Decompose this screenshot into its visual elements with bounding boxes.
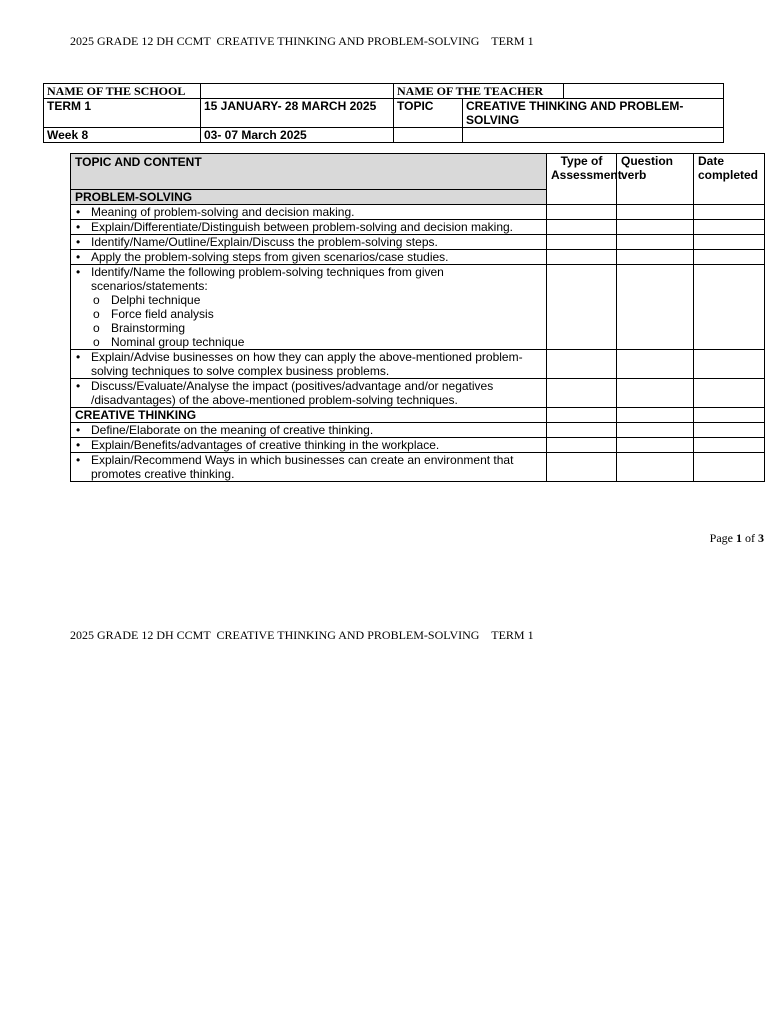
- section-problem-solving: PROBLEM-SOLVING: [71, 190, 547, 205]
- page-header: 2025 GRADE 12 DH CCMT CREATIVE THINKING AND PROBLEM-SOLVING TERM 1: [70, 34, 534, 48]
- list-item: • Identify/Name the following problem-solving techniques from given scenarios/statements:: [75, 265, 543, 293]
- week-empty-cell-wide: [463, 128, 724, 143]
- list-item: • Discuss/Evaluate/Analyse the impact (positives/advantage and/or negatives /disadvantages) of the above-mentioned problem-solving techniques.: [75, 379, 543, 407]
- list-item: • Identify/Name/Outline/Explain/Discuss the problem-solving steps.: [75, 235, 543, 249]
- week-label: Week 8: [44, 128, 201, 143]
- page-number: [710, 531, 764, 546]
- topic-value: CREATIVE THINKING AND PROBLEM-SOLVING: [463, 99, 724, 128]
- list-item: • Explain/Benefits/advantages of creative thinking in the workplace.: [75, 438, 543, 452]
- list-item: • Apply the problem-solving steps from given scenarios/case studies.: [75, 250, 543, 264]
- sub-list-item: o Delphi technique: [75, 293, 543, 307]
- page-current: 1: [736, 531, 742, 545]
- school-value[interactable]: [201, 84, 394, 99]
- teacher-value[interactable]: [564, 84, 724, 99]
- page-header-next: 2025 GRADE 12 DH CCMT CREATIVE THINKING AND PROBLEM-SOLVING TERM 1: [70, 628, 534, 642]
- topic-content-table: [70, 153, 765, 482]
- col-type-of-assessment: Type of Assessment: [547, 154, 617, 205]
- page-word: Page: [709, 531, 733, 545]
- of-word: of: [745, 531, 755, 545]
- week-empty-cell: [394, 128, 463, 143]
- topic-label: TOPIC: [394, 99, 463, 128]
- term-dates: 15 JANUARY- 28 MARCH 2025: [201, 99, 394, 128]
- page-total: 3: [758, 531, 764, 545]
- week-dates: 03- 07 March 2025: [201, 128, 394, 143]
- info-table: [43, 83, 724, 143]
- list-item: • Meaning of problem-solving and decision making.: [75, 205, 543, 219]
- list-item: • Explain/Differentiate/Distinguish between problem-solving and decision making.: [75, 220, 543, 234]
- sub-list-item: o Nominal group technique: [75, 335, 543, 349]
- list-item: • Explain/Advise businesses on how they can apply the above-mentioned problem-solving techniques to solve complex business problems.: [75, 350, 543, 378]
- list-item: • Explain/Recommend Ways in which businesses can create an environment that promotes creative thinking.: [75, 453, 543, 481]
- col-date-completed: Date completed: [694, 154, 765, 205]
- term-label: TERM 1: [44, 99, 201, 128]
- sub-list-item: o Force field analysis: [75, 307, 543, 321]
- teacher-label: NAME OF THE TEACHER: [394, 84, 564, 99]
- topic-content-heading: TOPIC AND CONTENT: [71, 154, 547, 190]
- col-question-verb: Question verb: [617, 154, 694, 205]
- school-label: NAME OF THE SCHOOL: [44, 84, 201, 99]
- sub-list-item: o Brainstorming: [75, 321, 543, 335]
- list-item: • Define/Elaborate on the meaning of creative thinking.: [75, 423, 543, 437]
- section-creative-thinking: CREATIVE THINKING: [71, 408, 547, 423]
